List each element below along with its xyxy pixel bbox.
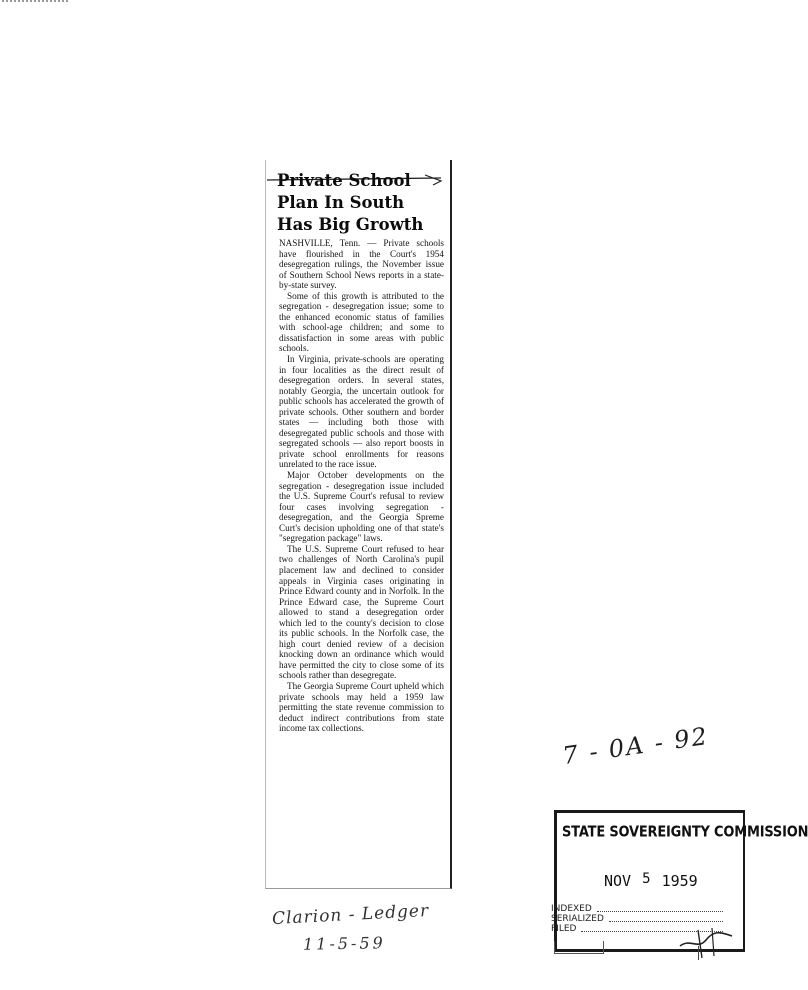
article-paragraph: Major October developments on the segregation - desegregation issue included the U.S. Supreme Court's refusal to review four cases involving segregation - desegregation, and the Georgia Spreme Curt's decision upholding one of that state's "segregation package" laws.: [279, 470, 444, 544]
stamp-day: 5: [642, 871, 651, 887]
stamp-row-label: SERIALIZED: [551, 914, 604, 924]
handwritten-source: Clarion - Ledger: [271, 900, 430, 930]
stamp-corner-mark: [554, 941, 604, 954]
stamp-notch-mark: [698, 946, 707, 960]
handwritten-file-number: 7 - 0A - 92: [560, 721, 711, 771]
article-paragraph: In Virginia, private-schools are operating in four localities as the direct result of desegregation orders. In several states, notably Georgia, the uncertain outlook for public schools has accelerated the growth of private schools. Other southern and border states — including both those with desegregated public schools and those with segregated schools — also report boosts in private school enrollments for reasons unrelated to the race issue.: [279, 354, 444, 470]
stamp-title: STATE SOVEREIGNTY COMMISSION: [562, 824, 808, 842]
stamp-row-label: FILED: [551, 924, 577, 934]
headline: [277, 170, 447, 236]
stamp-row-label: INDEXED: [551, 904, 592, 914]
headline-line-2: Plan In South: [277, 193, 405, 212]
stamp-row-line: [597, 911, 723, 912]
top-edge-dots: [2, 0, 68, 5]
newspaper-clipping: [265, 160, 451, 892]
article-paragraph: The U.S. Supreme Court refused to hear two challenges of North Carolina's pupil placement law and declined to consider appeals in Virginia cases originating in Prince Edward county and in Norfolk. In the Prince Edward case, the Supreme Court allowed to stand a desegregation order which led to the county's decision to close its public schools. In the Norfolk case, the high court denied review of a decision knocking down an ordinance which would have permitted the city to close some of its schools rather than desegregate.: [279, 543, 444, 681]
article-paragraph: NASHVILLE, Tenn. — Private schools have flourished in the Court's 1954 desegregation rulings, the November issue of Southern School News reports in a state-by-state survey.: [279, 238, 444, 291]
headline-line-3: Has Big Growth: [277, 215, 424, 234]
article-paragraph: The Georgia Supreme Court upheld which private schools may held a 1959 law permitting the state revenue commission to deduct indirect contributions from state income tax collections.: [279, 680, 444, 734]
stamp-month: NOV: [604, 872, 632, 890]
stamp-row-indexed: [551, 904, 723, 914]
stamp-year: 1959: [661, 872, 698, 890]
stamp-date: [604, 872, 698, 890]
handwritten-date: 11-5-59: [302, 933, 386, 954]
article-body: [279, 238, 444, 734]
received-stamp: [548, 808, 808, 960]
headline-line-1: Private School: [277, 171, 411, 190]
article-paragraph: Some of this growth is attributed to the segregation - desegregation issue; some to the enhanced economic status of families with school-age children; and some to dissatisfaction in some areas with public schools.: [279, 290, 444, 354]
